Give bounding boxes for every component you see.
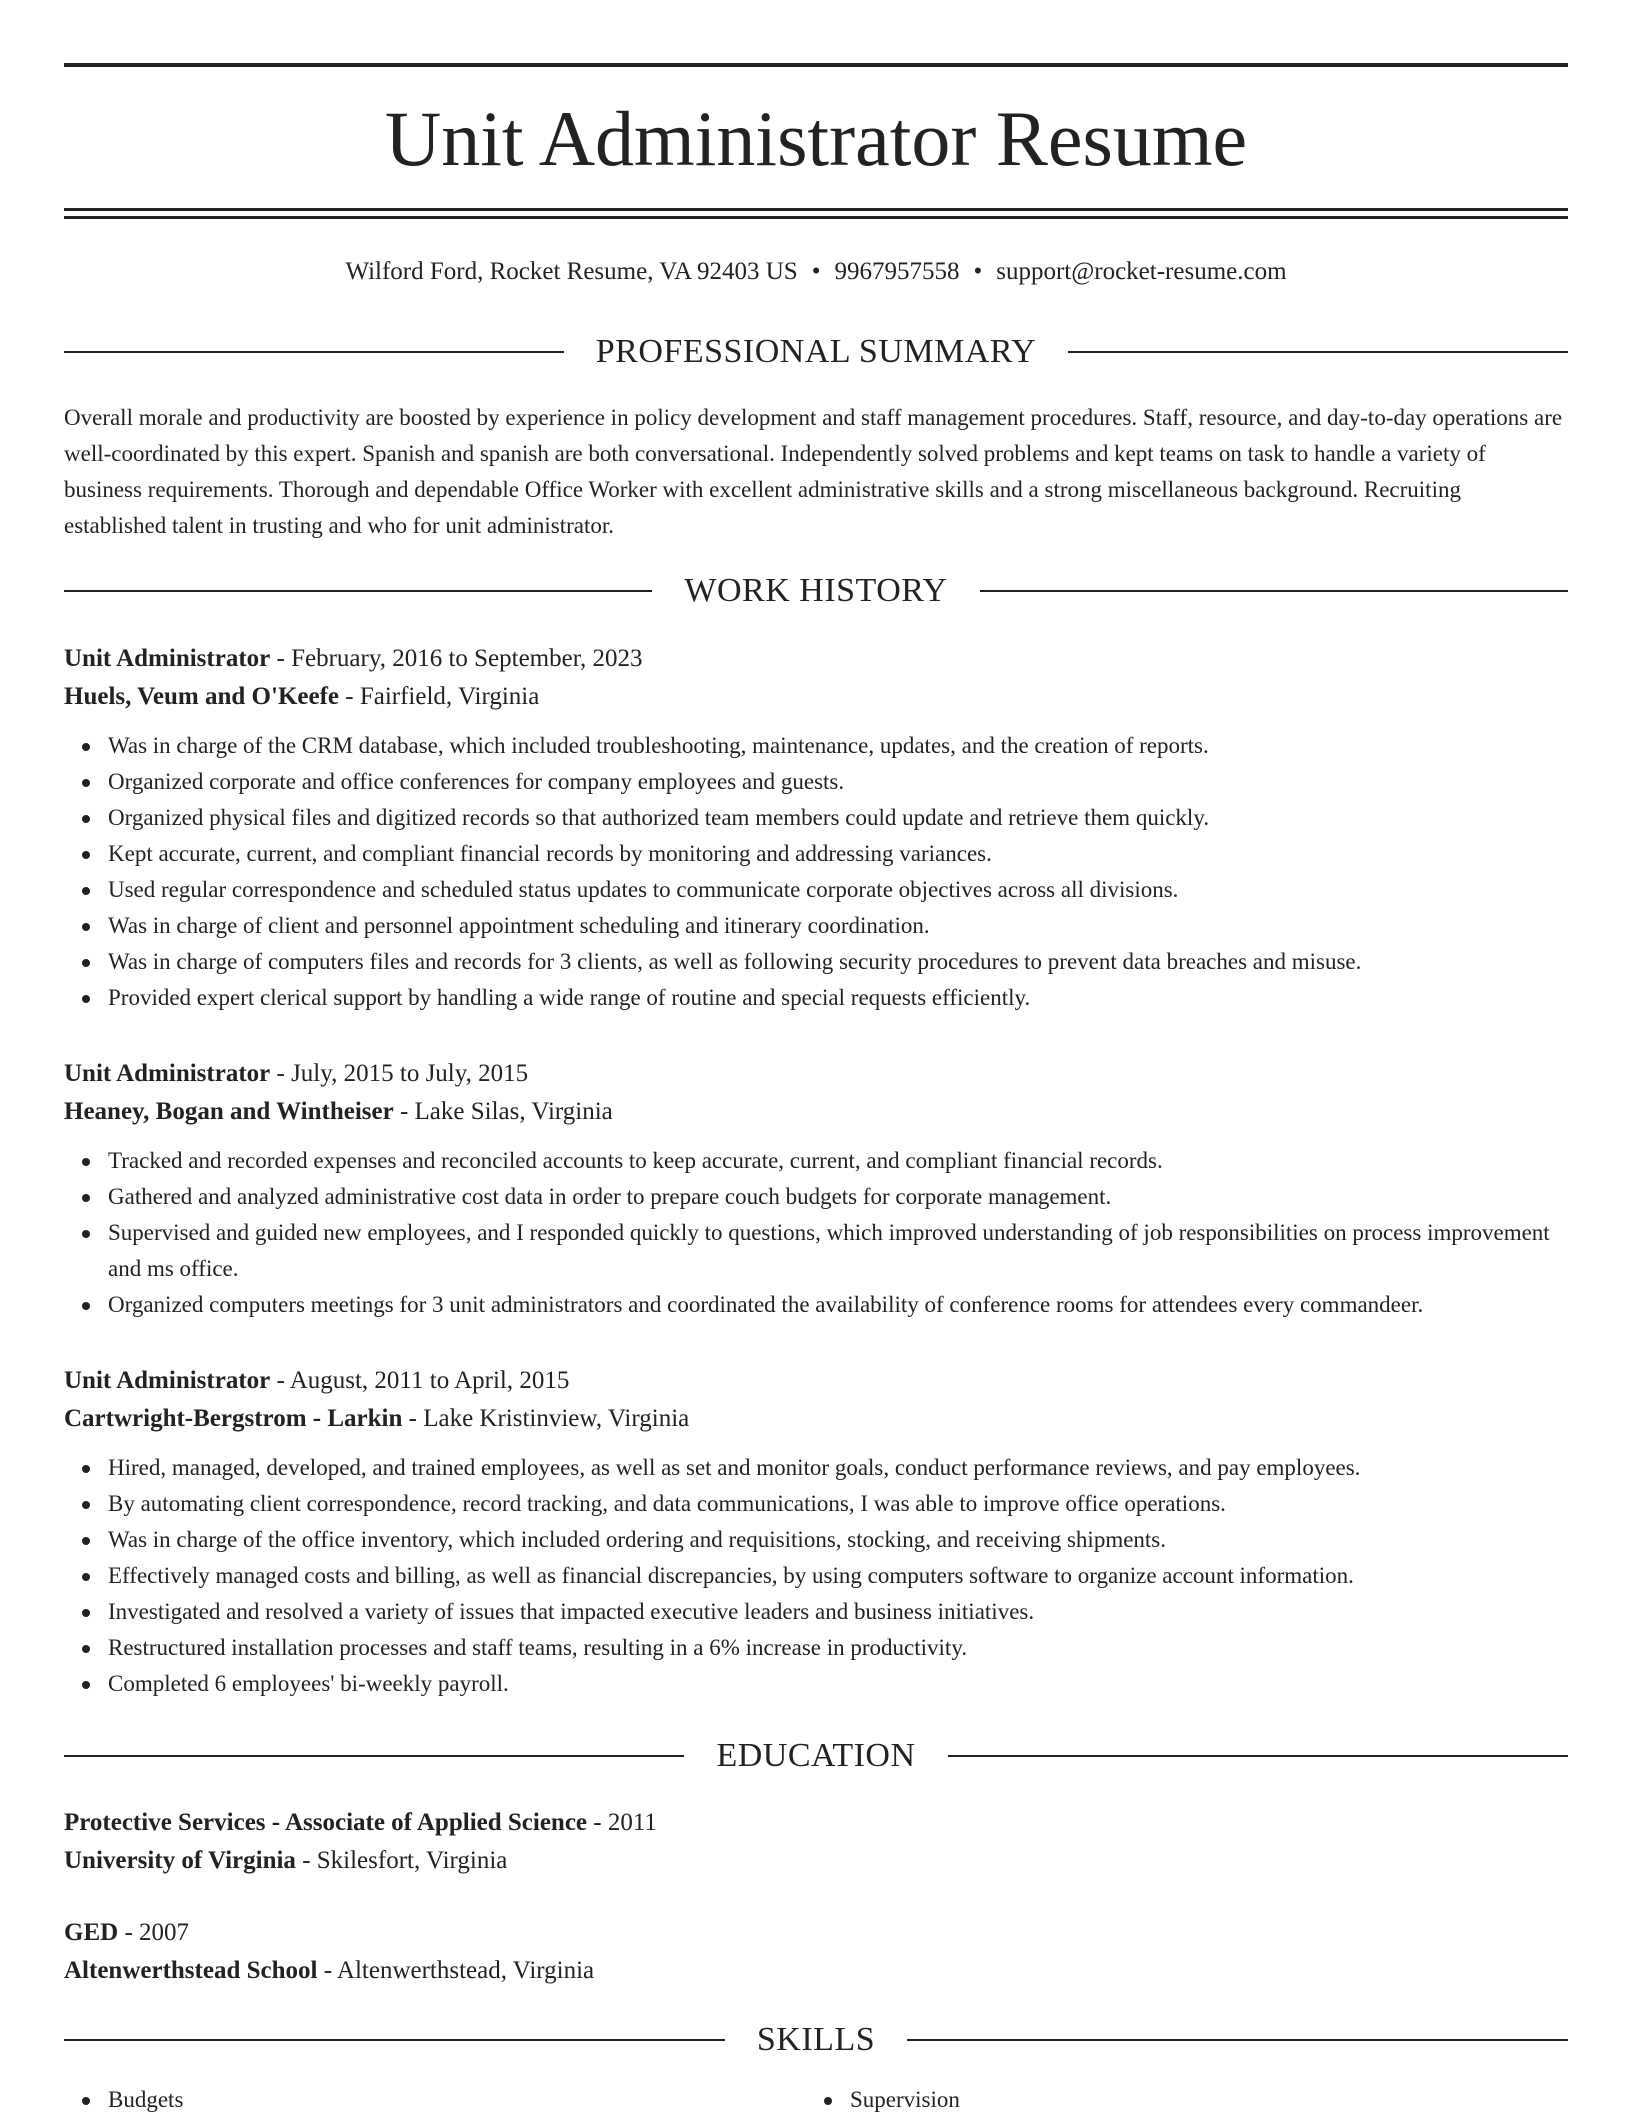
skills-column-left xyxy=(64,2082,806,2118)
skills-column-right xyxy=(806,2082,1548,2118)
education-entry xyxy=(64,1804,1568,1880)
list-item: Was in charge of the CRM database, which included troubleshooting, maintenance, updates, and the creation of reports. xyxy=(108,728,1568,764)
section-rule xyxy=(64,1755,684,1757)
degree-year: - 2011 xyxy=(587,1809,657,1836)
list-item: Organized computers meetings for 3 unit administrators and coordinated the availability of conference rooms for attendees every commandeer. xyxy=(108,1287,1568,1323)
title-rule-lower xyxy=(64,216,1568,219)
job-title-line xyxy=(64,1362,1568,1400)
section-title: SKILLS xyxy=(756,2021,876,2058)
school: Altenwerthstead School xyxy=(64,1957,318,1984)
contact-email: support@rocket-resume.com xyxy=(996,258,1287,285)
summary-text: Overall morale and productivity are boosted by experience in policy development and staff management procedures. Staff, resource, and day-to-day operations are well-coordinated by this expert. Spanish and spanish are both conversational. Independently solved problems and kept teams on task to handle a variety of business requirements. Thorough and dependable Office Worker with excellent administrative skills and a strong miscellaneous background. Recruiting established talent in trusting and who for unit administrator. xyxy=(64,405,1563,538)
job-company-line xyxy=(64,1093,1568,1131)
list-item: Completed 6 employees' bi-weekly payroll. xyxy=(108,1666,1568,1702)
section-rule xyxy=(980,590,1568,592)
job-dates: - July, 2015 to July, 2015 xyxy=(270,1060,529,1087)
contact-address: Wilford Ford, Rocket Resume, VA 92403 US xyxy=(345,258,798,285)
job-bullets xyxy=(64,728,1568,1016)
job-location: - Lake Silas, Virginia xyxy=(393,1098,613,1125)
job-title: Unit Administrator xyxy=(64,1367,271,1394)
section-header-education xyxy=(64,1734,1568,1778)
contact-separator: • xyxy=(811,258,821,285)
list-item: Budgets xyxy=(108,2082,806,2118)
job-company: Huels, Veum and O'Keefe xyxy=(64,683,340,710)
section-header-skills xyxy=(64,2018,1568,2062)
section-title: PROFESSIONAL SUMMARY xyxy=(595,333,1037,370)
list-item: Gathered and analyzed administrative cost data in order to prepare couch budgets for corporate management. xyxy=(108,1179,1568,1215)
section-header-work-history xyxy=(64,569,1568,613)
job-title: Unit Administrator xyxy=(64,645,271,672)
job-company: Heaney, Bogan and Wintheiser xyxy=(64,1098,394,1125)
job-entry xyxy=(64,640,1568,1016)
list-item: Organized physical files and digitized records so that authorized team members could update and retrieve them quickly. xyxy=(108,800,1568,836)
school-line xyxy=(64,1952,1568,1990)
list-item: Was in charge of the office inventory, which included ordering and requisitions, stocking, and receiving shipments. xyxy=(108,1522,1568,1558)
degree: Protective Services - Associate of Applied Science xyxy=(64,1809,588,1836)
skills-list xyxy=(64,2082,1568,2118)
section-rule xyxy=(64,590,652,592)
section-rule xyxy=(907,2039,1568,2041)
job-bullets xyxy=(64,1450,1568,1702)
job-dates: - August, 2011 to April, 2015 xyxy=(270,1367,570,1394)
list-item: Tracked and recorded expenses and reconciled accounts to keep accurate, current, and compliant financial records. xyxy=(108,1143,1568,1179)
job-company-line xyxy=(64,678,1568,716)
list-item: Provided expert clerical support by handling a wide range of routine and special requests efficiently. xyxy=(108,980,1568,1016)
section-rule xyxy=(64,2039,725,2041)
job-dates: - February, 2016 to September, 2023 xyxy=(270,645,643,672)
section-rule xyxy=(64,351,564,353)
job-title-line xyxy=(64,1055,1568,1093)
job-entry xyxy=(64,1362,1568,1702)
section-rule xyxy=(1068,351,1568,353)
degree: GED xyxy=(64,1919,119,1946)
list-item: Organized corporate and office conferences for company employees and guests. xyxy=(108,764,1568,800)
school-line xyxy=(64,1842,1568,1880)
list-item: Was in charge of computers files and records for 3 clients, as well as following security procedures to prevent data breaches and misuse. xyxy=(108,944,1568,980)
job-company-line xyxy=(64,1400,1568,1438)
degree-line xyxy=(64,1804,1568,1842)
school-location: - Altenwerthstead, Virginia xyxy=(317,1957,595,1984)
degree-year: - 2007 xyxy=(118,1919,190,1946)
list-item: Hired, managed, developed, and trained employees, as well as set and monitor goals, conduct performance reviews, and pay employees. xyxy=(108,1450,1568,1486)
section-title: EDUCATION xyxy=(716,1737,916,1774)
section-title: WORK HISTORY xyxy=(684,572,948,609)
contact-line xyxy=(64,254,1568,290)
list-item: Supervised and guided new employees, and I responded quickly to questions, which improved understanding of job responsibilities on process improvement and ms office. xyxy=(108,1215,1568,1287)
title-rule-upper xyxy=(64,208,1568,211)
job-entry xyxy=(64,1055,1568,1323)
contact-phone: 9967957558 xyxy=(834,258,960,285)
job-bullets xyxy=(64,1143,1568,1323)
section-header-summary xyxy=(64,330,1568,374)
list-item: Effectively managed costs and billing, as well as financial discrepancies, by using computers software to organize account information. xyxy=(108,1558,1568,1594)
list-item: Used regular correspondence and scheduled status updates to communicate corporate objectives across all divisions. xyxy=(108,872,1568,908)
list-item: Supervision xyxy=(850,2082,1548,2118)
job-location: - Fairfield, Virginia xyxy=(339,683,540,710)
page-title: Unit Administrator Resume xyxy=(384,95,1248,182)
job-title-line xyxy=(64,640,1568,678)
school: University of Virginia xyxy=(64,1847,296,1874)
school-location: - Skilesfort, Virginia xyxy=(295,1847,508,1874)
list-item: Investigated and resolved a variety of issues that impacted executive leaders and business initiatives. xyxy=(108,1594,1568,1630)
list-item: Was in charge of client and personnel appointment scheduling and itinerary coordination. xyxy=(108,908,1568,944)
list-item: Restructured installation processes and staff teams, resulting in a 6% increase in productivity. xyxy=(108,1630,1568,1666)
section-rule xyxy=(948,1755,1568,1757)
top-rule xyxy=(64,63,1568,67)
list-item: Kept accurate, current, and compliant financial records by monitoring and addressing variances. xyxy=(108,836,1568,872)
list-item: By automating client correspondence, record tracking, and data communications, I was able to improve office operations. xyxy=(108,1486,1568,1522)
education-entry xyxy=(64,1914,1568,1990)
job-company: Cartwright-Bergstrom - Larkin xyxy=(64,1405,403,1432)
job-title: Unit Administrator xyxy=(64,1060,271,1087)
contact-separator: • xyxy=(973,258,983,285)
job-location: - Lake Kristinview, Virginia xyxy=(402,1405,690,1432)
degree-line xyxy=(64,1914,1568,1952)
